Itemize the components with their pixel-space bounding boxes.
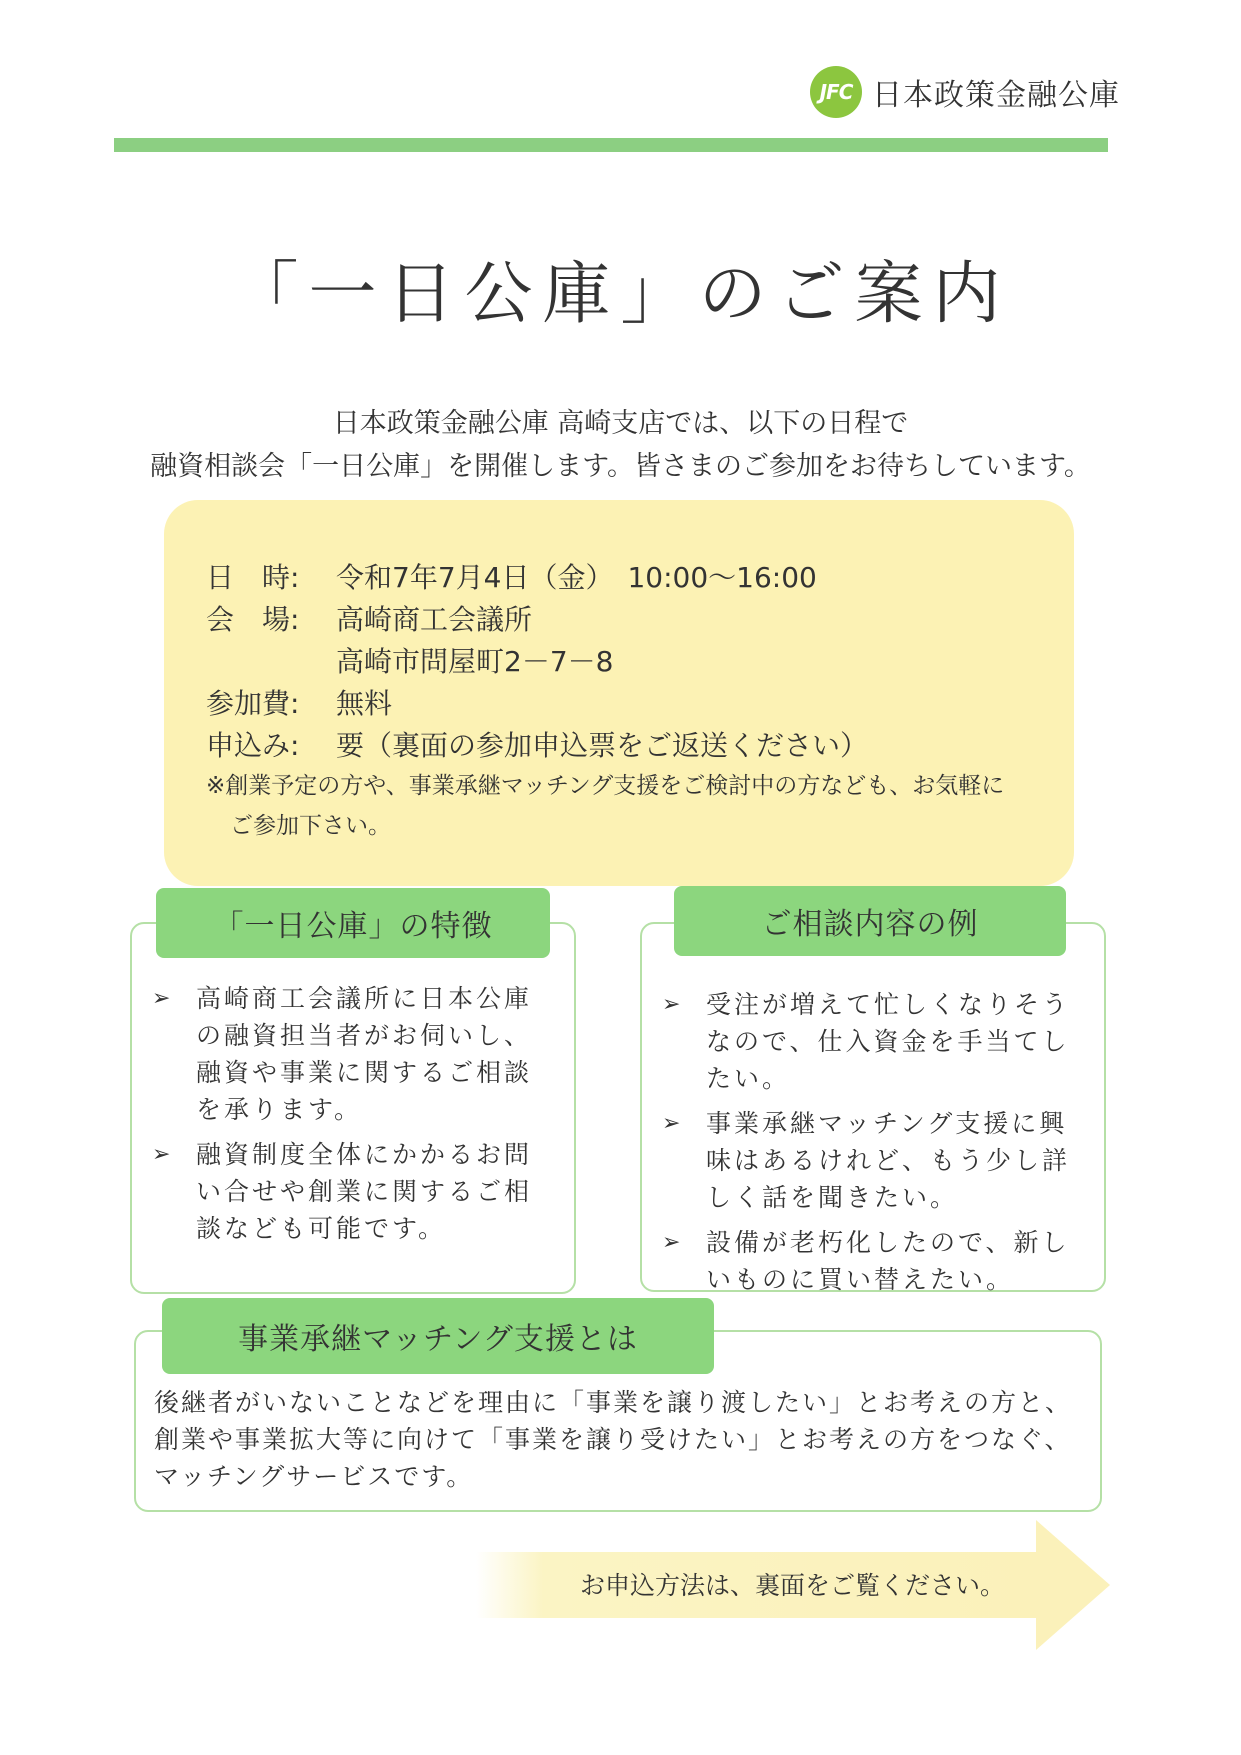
examples-box bbox=[640, 922, 1106, 1292]
intro-line-1: 日本政策金融公庫 高崎支店では、以下の日程で bbox=[332, 408, 909, 439]
venue-label: 会 場: bbox=[206, 603, 300, 636]
features-title: 「一日公庫」の特徴 bbox=[156, 888, 550, 958]
intro-text bbox=[0, 402, 1241, 488]
arrow-bullet-icon: ➢ bbox=[152, 1142, 174, 1167]
fee-row bbox=[206, 682, 392, 722]
apply-row bbox=[206, 724, 868, 764]
features-box bbox=[130, 922, 576, 1294]
features-list bbox=[152, 980, 552, 1255]
fee-value: 無料 bbox=[336, 687, 393, 720]
arrow-bullet-icon: ➢ bbox=[662, 1230, 684, 1255]
next-page-arrow-icon bbox=[1036, 1520, 1110, 1650]
org-logo bbox=[810, 62, 1120, 122]
venue-row bbox=[206, 598, 532, 638]
jfc-logo-icon: JFC bbox=[810, 66, 862, 118]
intro-line-2: 融資相談会「一日公庫」を開催します。皆さまのご参加をお待ちしています。 bbox=[150, 451, 1091, 482]
list-item: ➢ 設備が老朽化したので、新しいものに買い替えたい。 bbox=[662, 1224, 1082, 1298]
date-value: 令和7年7月4日（金） 10:00～16:00 bbox=[336, 561, 817, 594]
arrow-bullet-icon: ➢ bbox=[152, 986, 174, 1011]
matching-title: 事業承継マッチング支援とは bbox=[162, 1298, 714, 1374]
list-item: ➢ 高崎商工会議所に日本公庫の融資担当者がお伺いし、融資や事業に関するご相談を承ります。 bbox=[152, 980, 552, 1128]
header-rule bbox=[114, 138, 1108, 152]
info-note-line-1: ※創業予定の方や、事業承継マッチング支援をご検討中の方なども、お気軽に bbox=[206, 773, 1005, 799]
matching-description: 後継者がいないことなどを理由に「事業を譲り渡したい」とお考えの方と、創業や事業拡大等に向けて「事業を譲り受けたい」とお考えの方をつなぐ、マッチングサービスです。 bbox=[154, 1388, 1073, 1491]
org-name: 日本政策金融公庫 bbox=[872, 78, 1120, 113]
apply-label: 申込み: bbox=[206, 729, 300, 762]
venue-name: 高崎商工会議所 bbox=[336, 603, 533, 636]
event-info-box bbox=[164, 500, 1074, 886]
arrow-bullet-icon: ➢ bbox=[662, 1111, 684, 1136]
date-row bbox=[206, 556, 817, 596]
examples-list bbox=[662, 986, 1082, 1306]
info-note-line-2: ご参加下さい。 bbox=[230, 813, 391, 839]
examples-title: ご相談内容の例 bbox=[674, 886, 1066, 956]
venue-address: 高崎市問屋町2－7－8 bbox=[336, 645, 614, 678]
apply-value: 要（裏面の参加申込票をご返送ください） bbox=[336, 729, 869, 762]
page-title: 「一日公庫」のご案内 bbox=[230, 255, 1011, 334]
list-item: ➢ 融資制度全体にかかるお問い合せや創業に関するご相談なども可能です。 bbox=[152, 1136, 552, 1247]
list-item: ➢ 受注が増えて忙しくなりそうなので、仕入資金を手当てしたい。 bbox=[662, 986, 1082, 1097]
list-item: ➢ 事業承継マッチング支援に興味はあるけれど、もう少し詳しく話を聞きたい。 bbox=[662, 1105, 1082, 1216]
fee-label: 参加費: bbox=[206, 687, 300, 720]
application-note: お申込方法は、裏面をご覧ください。 bbox=[580, 1571, 1006, 1600]
arrow-bullet-icon: ➢ bbox=[662, 992, 684, 1017]
date-label: 日 時: bbox=[206, 561, 300, 594]
info-note bbox=[206, 766, 1004, 846]
